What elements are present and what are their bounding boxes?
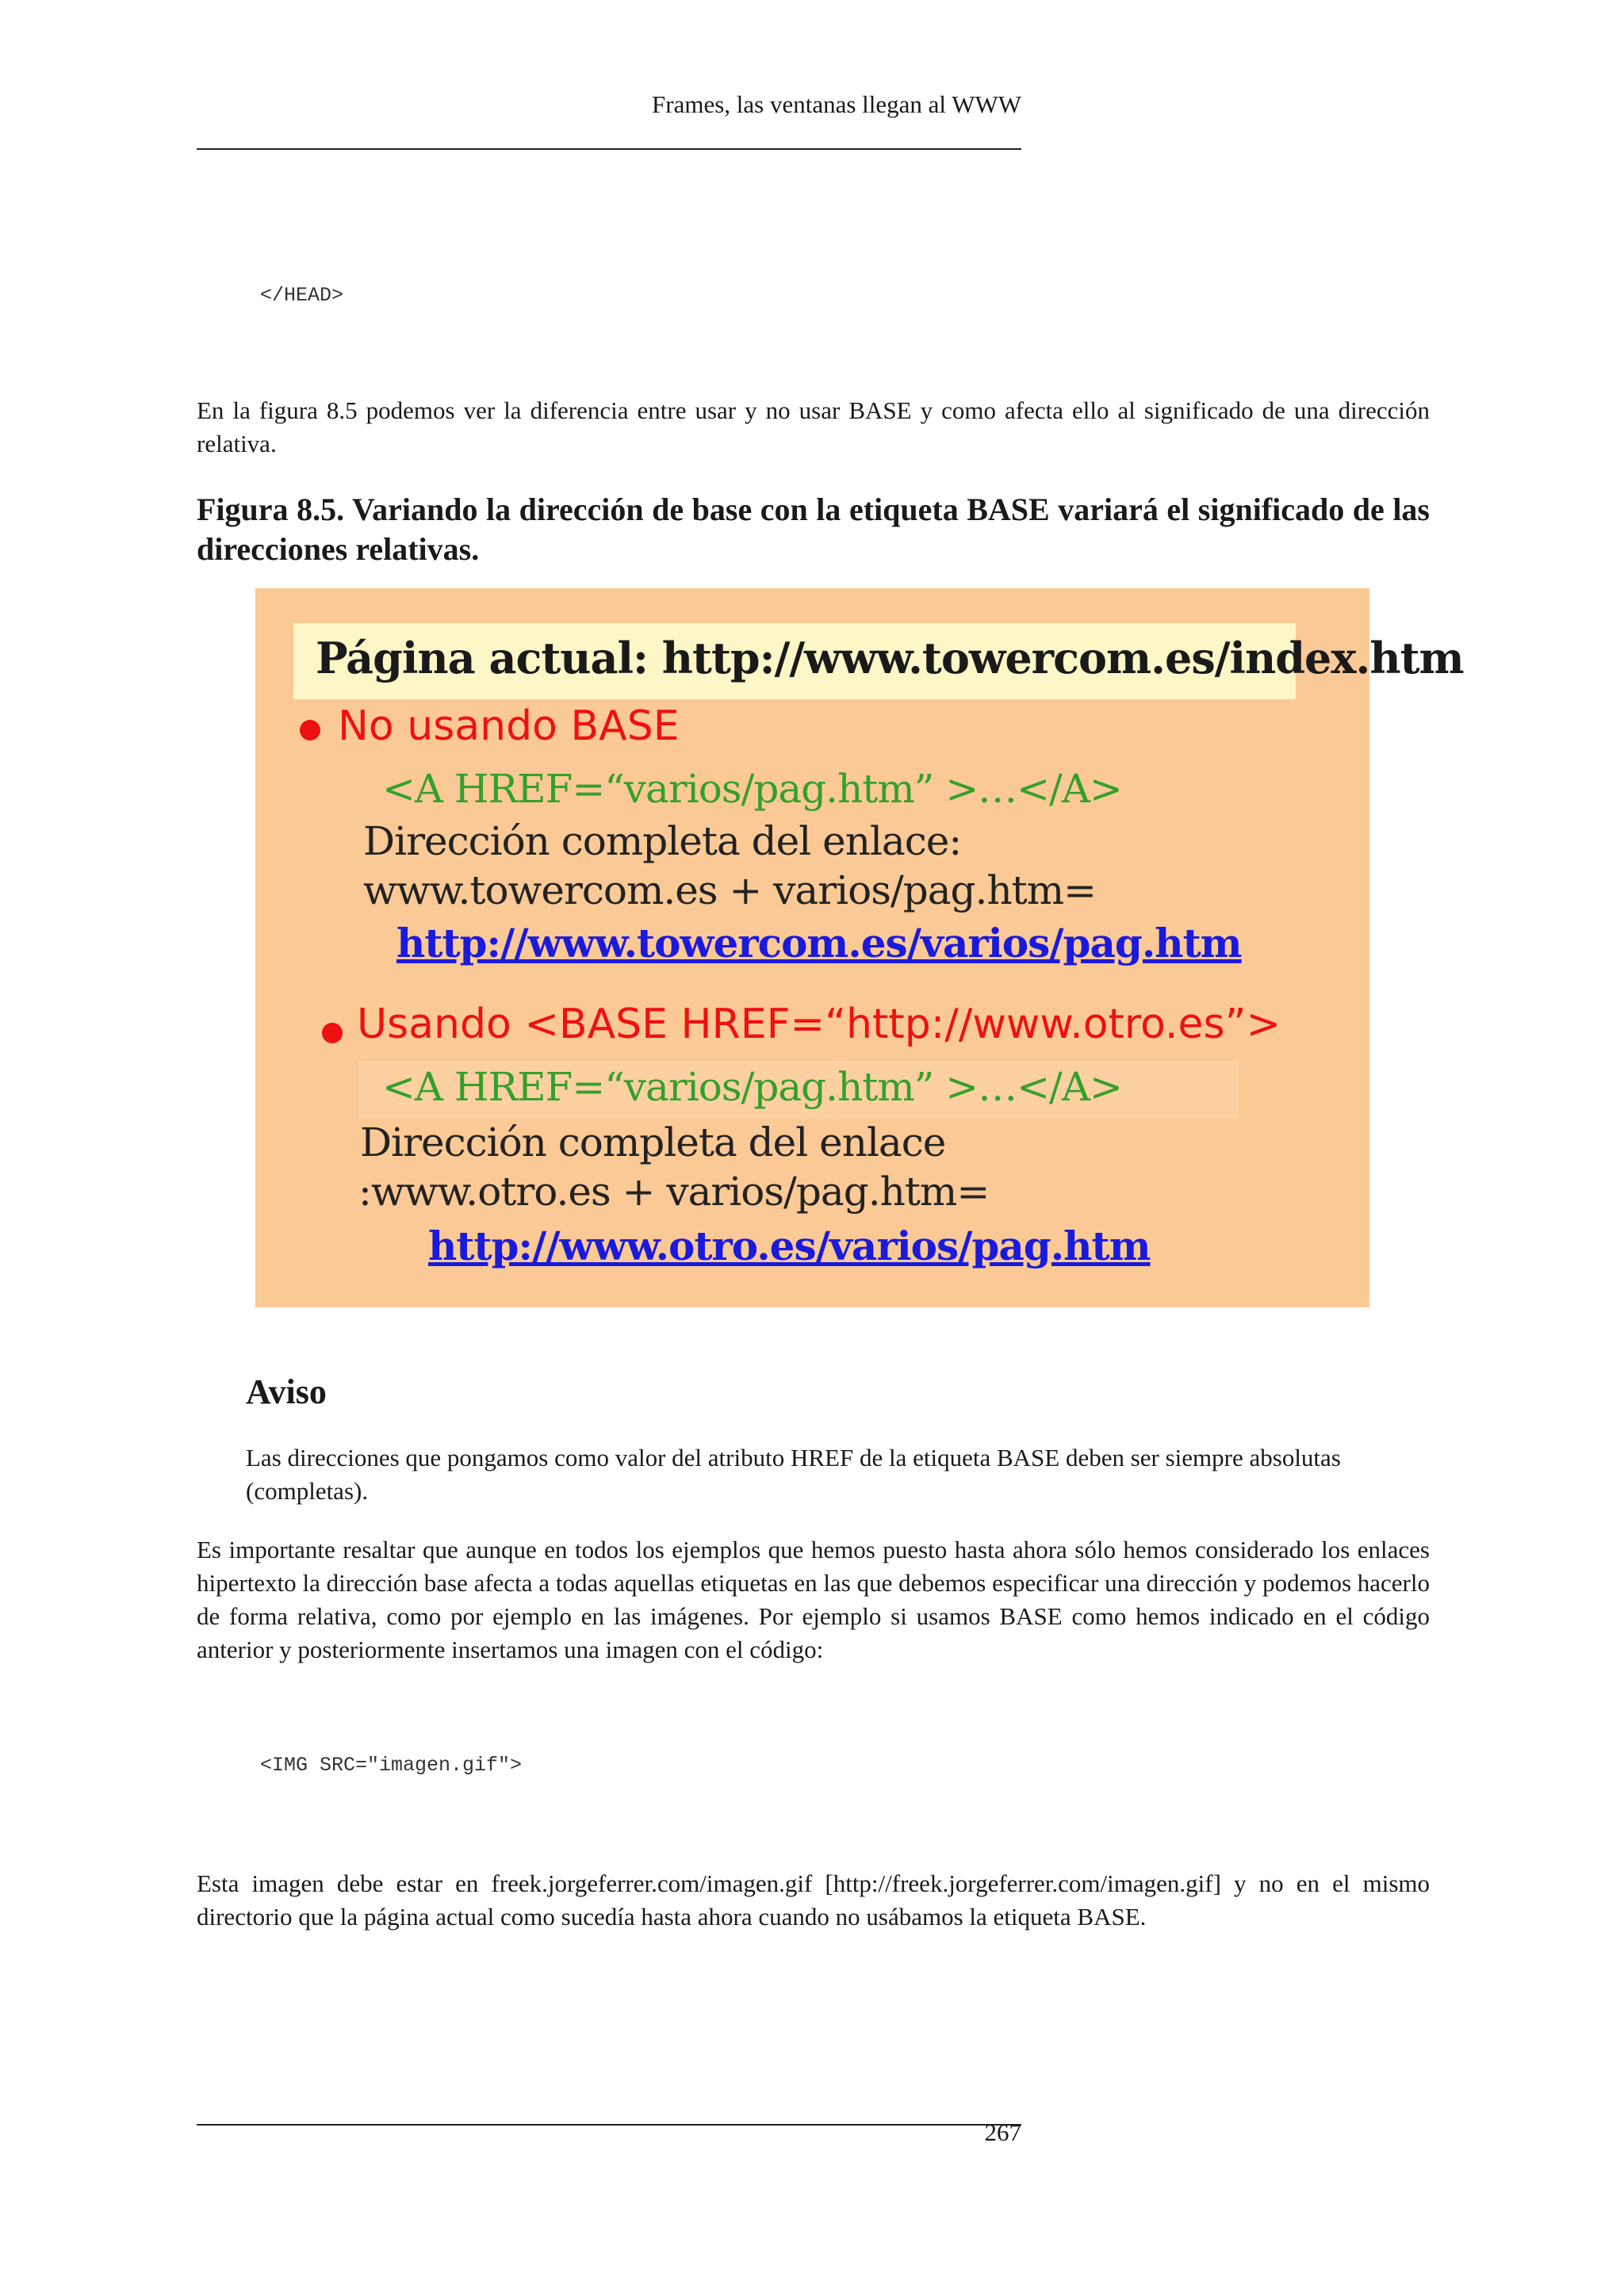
code-head-close: </HEAD> xyxy=(260,284,344,307)
no-base-heading: No usando BASE xyxy=(338,702,680,750)
code-img-tag: <IMG SRC="imagen.gif"> xyxy=(260,1754,523,1777)
aviso-body: Las direcciones que pongamos como valor del atributo HREF de la etiqueta BASE deben ser siempre absolutas (completas). xyxy=(246,1444,1341,1505)
running-header: Frames, las ventanas llegan al WWW xyxy=(652,90,1021,118)
paragraph-figure-intro: En la figura 8.5 podemos ver la diferencia entre usar y no usar BASE y como afecta ello al significado de una dirección relativa. xyxy=(197,396,1430,457)
bullet-dot-icon xyxy=(322,1023,343,1043)
figure-caption: Figura 8.5. Variando la dirección de base con la etiqueta BASE variará el significado de las direcciones relativas. xyxy=(197,492,1430,567)
no-base-line2: www.towercom.es + varios/pag.htm= xyxy=(363,867,1097,913)
base-result-link: http://www.otro.es/varios/pag.htm xyxy=(428,1223,1151,1269)
figure-base-example xyxy=(255,588,1464,1307)
paragraph-image-location: Esta imagen debe estar en freek.jorgeferrer.com/imagen.gif [http://freek.jorgeferrer.com/imagen.gif] y no en el mismo directorio que la página actual como sucedía hasta ahora cuando no usábamos la etiqueta BASE. xyxy=(197,1869,1430,1931)
paragraph-base-scope: Es importante resaltar que aunque en todos los ejemplos que hemos puesto hasta ahora sólo hemos considerado los enlaces hipertexto la dirección base afecta a todas aquellas etiquetas en las que debemos especificar una dirección y podemos hacerlo de forma relativa, como por ejemplo en las imágenes. Por ejemplo si usamos BASE como hemos indicado en el código anterior y posteriormente insertamos una imagen con el código: xyxy=(197,1536,1430,1663)
base-line1: Dirección completa del enlace xyxy=(360,1119,946,1165)
page-number: 267 xyxy=(984,2118,1021,2146)
header-rule xyxy=(197,148,1021,150)
bullet-dot-icon xyxy=(300,720,320,740)
no-base-line1: Dirección completa del enlace: xyxy=(363,818,962,864)
base-heading: Usando <BASE HREF=“http://www.otro.es”> xyxy=(357,1001,1281,1048)
no-base-code: <A HREF=“varios/pag.htm” >…</A> xyxy=(382,766,1122,812)
no-base-result-link: http://www.towercom.es/varios/pag.htm xyxy=(396,920,1242,966)
current-page-label: Página actual: http://www.towercom.es/index.htm xyxy=(316,633,1464,683)
base-code: <A HREF=“varios/pag.htm” >…</A> xyxy=(382,1064,1122,1110)
aviso-title: Aviso xyxy=(246,1372,327,1411)
base-line2: :www.otro.es + varios/pag.htm= xyxy=(358,1169,990,1215)
